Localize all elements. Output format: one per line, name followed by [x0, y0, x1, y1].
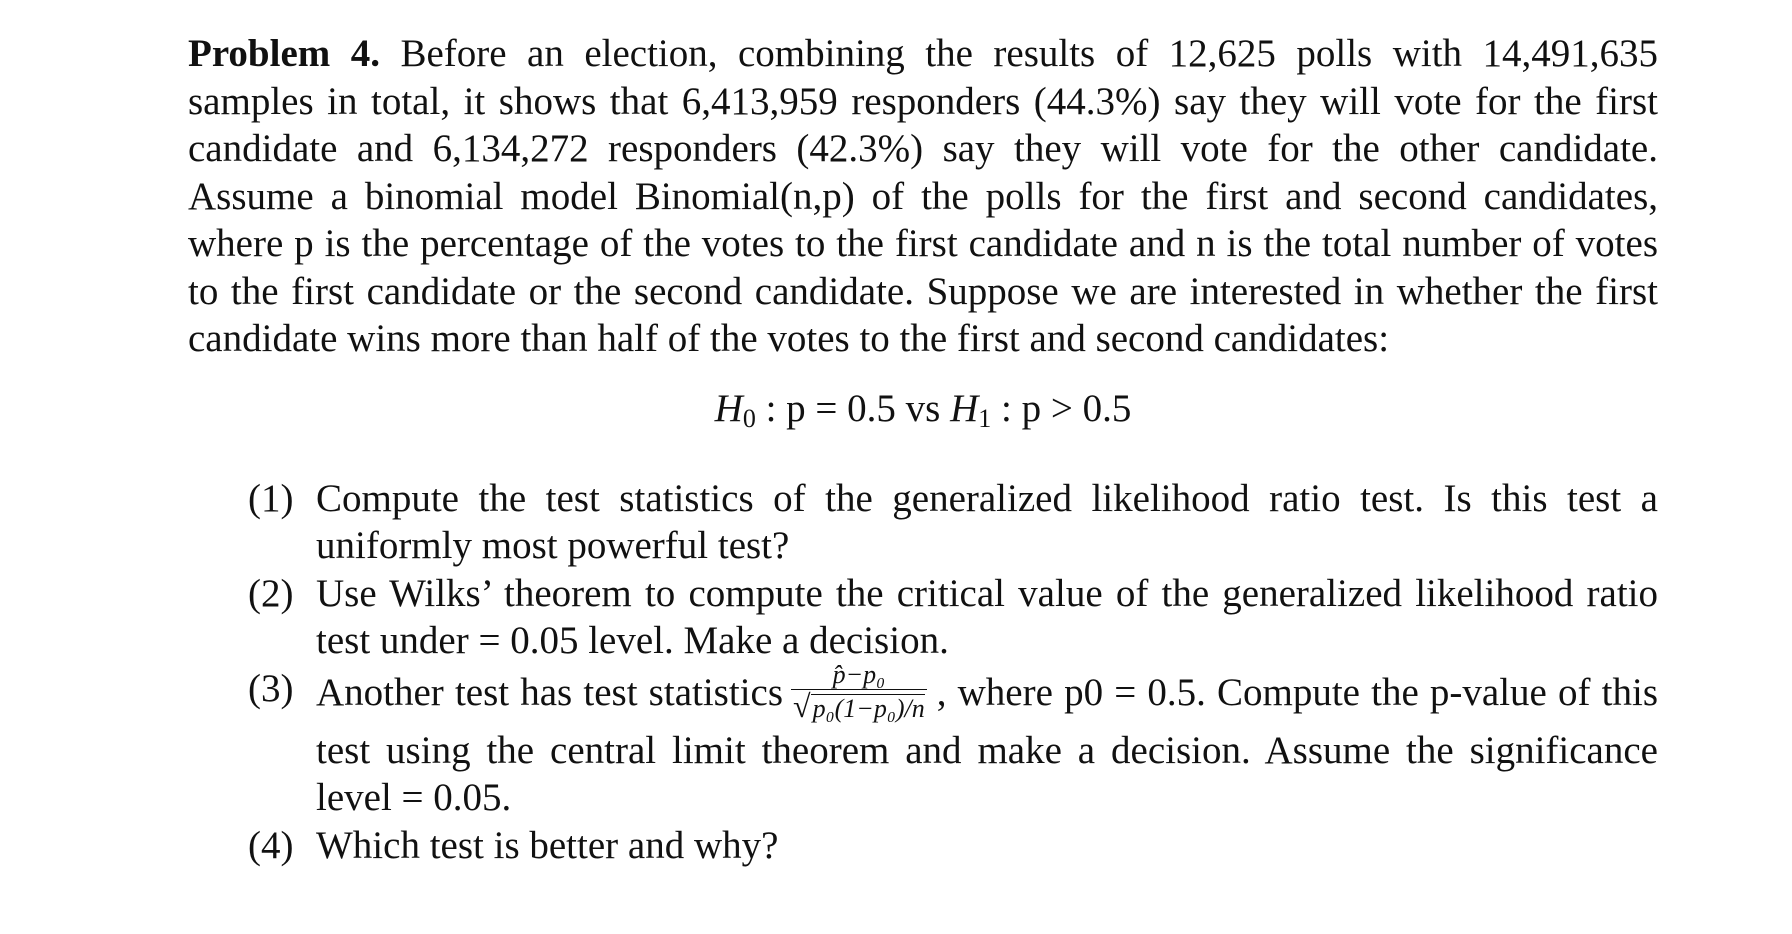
h1-symbol: H [950, 386, 979, 430]
question-item [188, 822, 1658, 870]
h1-expression: : p > 0.5 [991, 386, 1132, 430]
h1-subscript: 1 [978, 403, 992, 433]
h0-expression: : p = 0.5 vs [755, 386, 951, 430]
sqrt-radicand: p₀(1−p₀)/n [812, 693, 925, 723]
fraction-denominator [791, 687, 927, 724]
question-text: Use Wilks’ theorem to compute the critical value of the generalized likelihood ratio test under = 0.05 level. Make a decision. [316, 571, 1658, 662]
question-number: (3) [248, 666, 294, 710]
question-text: Which test is better and why? [316, 823, 779, 867]
test-statistic-fraction [791, 661, 927, 723]
problem-statement [188, 30, 1658, 363]
hypothesis-equation [188, 385, 1658, 433]
problem-intro: Before an election, combining the results of 12,625 polls with 14,491,635 samples in total, it shows that 6,413,959 responders (44.3%) say they will vote for the first candidate and 6,134,272 responders (42.3%) say they will vote for the other candidate. Assume a binomial model Binomial(n,p) of the polls for the first and second candidates, where p is the percentage of the votes to the first candidate and n is the total number of votes to the first candidate or the second candidate. Suppose we are interested in whether the first candidate wins more than half of the votes to the first and second candidates: [188, 32, 1659, 360]
h0-subscript: 0 [742, 403, 756, 433]
sqrt-icon: √ [793, 687, 811, 724]
problem-heading: Problem 4. [188, 32, 380, 75]
problem-document [188, 30, 1658, 869]
question-item [188, 570, 1658, 665]
question-text: Compute the test statistics of the generalized likelihood ratio test. Is this test a uniformly most powerful test? [316, 476, 1658, 567]
question-text-after: , where p0 = 0.5. Compute the p-value of this test using the central limit theorem and make a decision. Assume the significance level = 0.05. [316, 670, 1658, 819]
fraction-numerator: p̂−p₀ [791, 661, 927, 690]
question-number: (2) [248, 571, 294, 615]
question-list [188, 475, 1658, 870]
question-text-before: Another test has test statistics [316, 670, 784, 714]
question-item [188, 659, 1658, 822]
h0-symbol: H [714, 386, 743, 430]
question-item [188, 475, 1658, 570]
question-number: (1) [248, 476, 294, 520]
question-number: (4) [248, 823, 294, 867]
